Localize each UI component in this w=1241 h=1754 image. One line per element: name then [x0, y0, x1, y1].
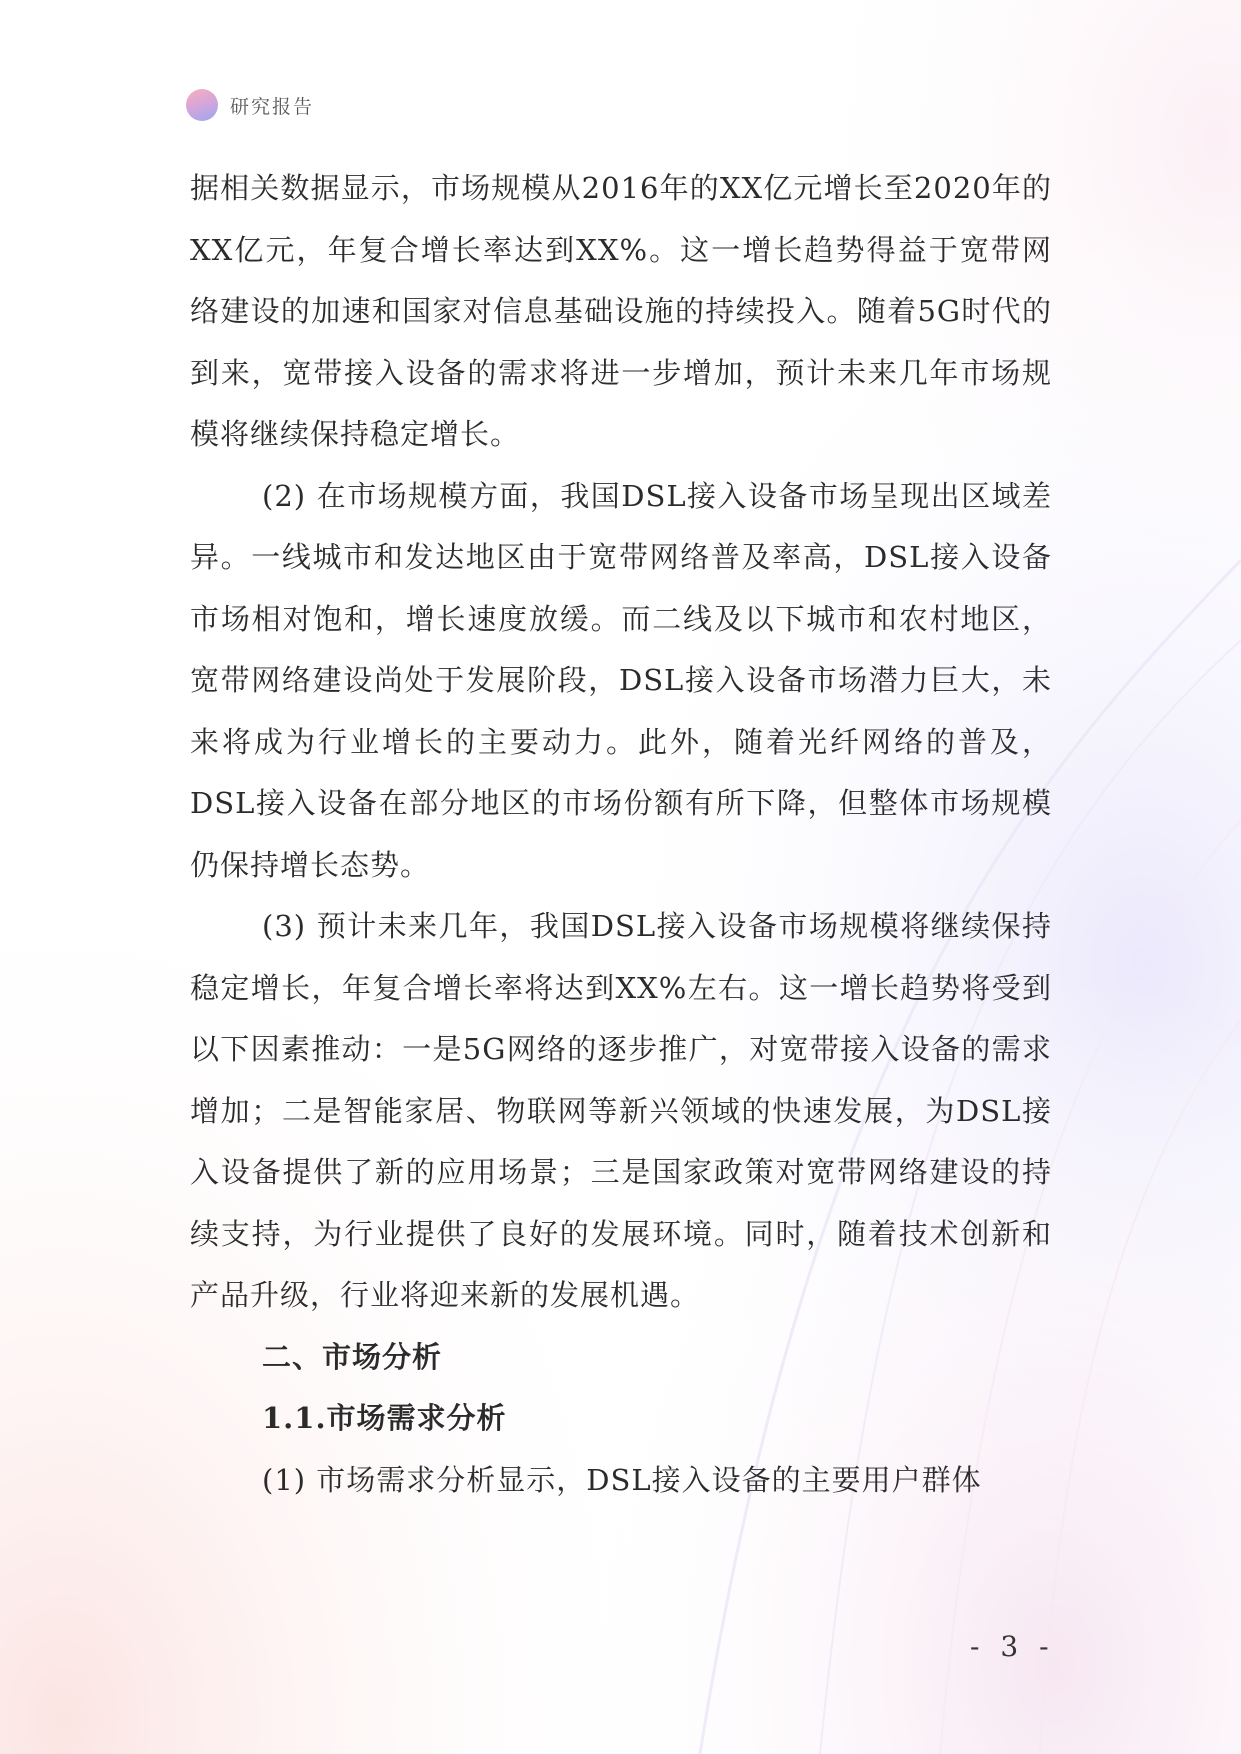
report-header-title: 研究报告: [230, 95, 315, 118]
paragraph-regional-differences: (2) 在市场规模方面，我国DSL接入设备市场呈现出区域差异。一线城市和发达地区由于宽带网络普及率高，DSL接入设备市场相对饱和，增长速度放缓。而二线及以下城市和农村地区，宽带网络建设尚处于发展阶段，DSL接入设备市场潜力巨大，未来将成为行业增长的主要动力。此外，随着光纤网络的普及，DSL接入设备在部分地区的市场份额有所下降，但整体市场规模仍保持增长态势。: [190, 478, 1052, 882]
paragraph-demand-analysis: (1) 市场需求分析显示，DSL接入设备的主要用户群体: [262, 1462, 982, 1497]
page-number: - 3 -: [970, 1630, 1055, 1663]
paragraph-future-forecast: (3) 预计未来几年，我国DSL接入设备市场规模将继续保持稳定增长，年复合增长率将达到XX%左右。这一增长趋势将受到以下因素推动：一是5G网络的逐步推广，对宽带接入设备的需求增加；二是智能家居、物联网等新兴领域的快速发展，为DSL接入设备提供了新的应用场景；三是国家政策对宽带网络建设的持续支持，为行业提供了良好的发展环境。同时，随着技术创新和产品升级，行业将迎来新的发展机遇。: [190, 909, 1052, 1312]
subsection-heading-demand-analysis: 1.1.市场需求分析: [262, 1401, 507, 1435]
report-header: [186, 88, 314, 122]
section-heading-market-analysis: 二、市场分析: [262, 1339, 443, 1374]
paragraph-market-size-growth: 据相关数据显示，市场规模从2016年的XX亿元增长至2020年的XX亿元，年复合增长率达到XX%。这一增长趋势得益于宽带网络建设的加速和国家对信息基础设施的持续投入。随着5G时代的到来，宽带接入设备的需求将进一步增加，预计未来几年市场规模将继续保持稳定增长。: [190, 171, 1052, 451]
document-body: [190, 158, 1052, 1511]
report-logo-icon: [186, 89, 218, 121]
